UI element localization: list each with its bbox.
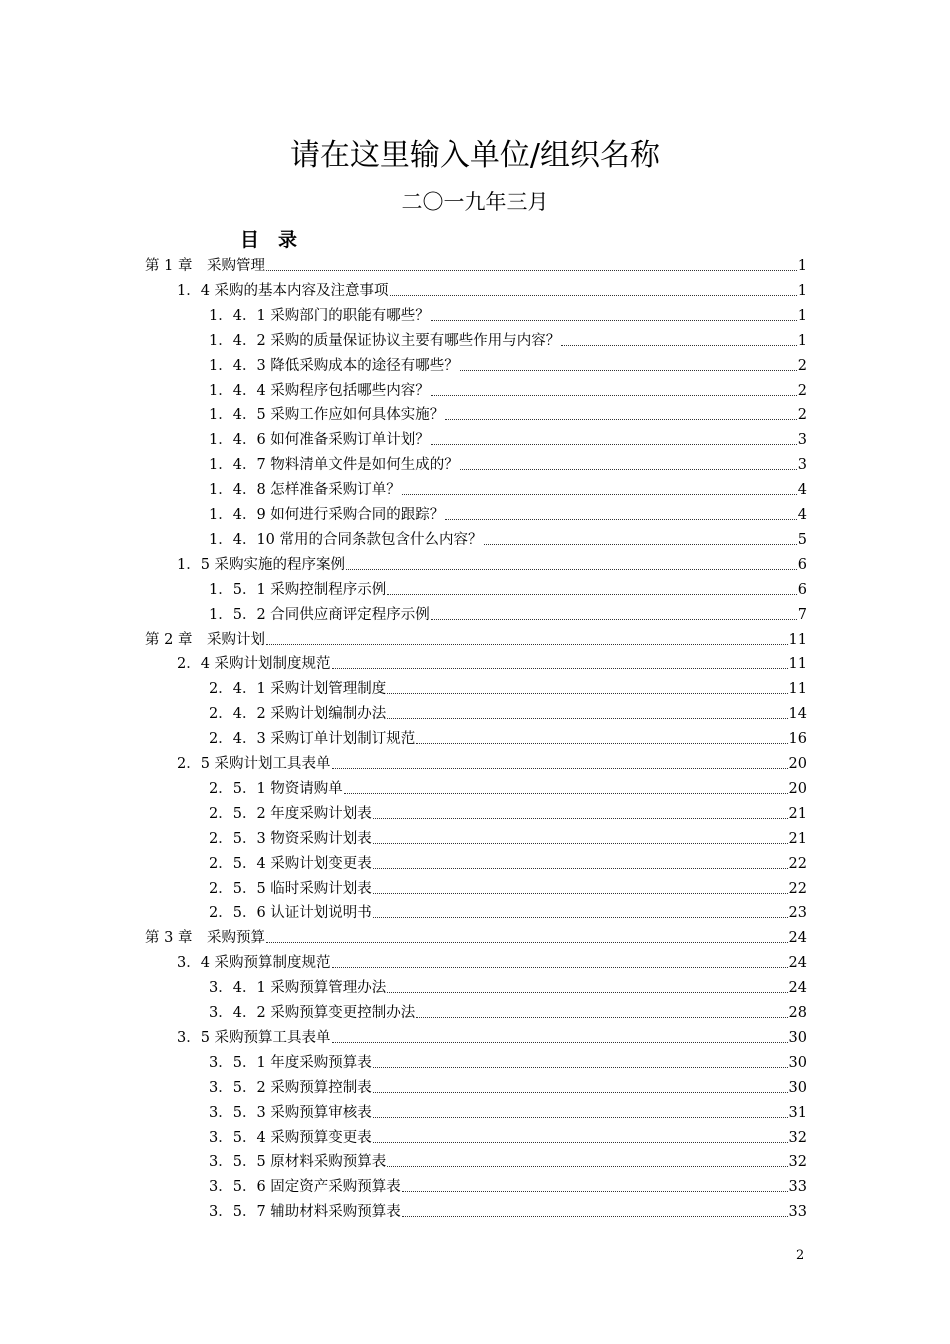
- toc-entry[interactable]: [145, 922, 807, 947]
- toc-heading: 目 录: [240, 229, 298, 251]
- toc-entry-title: 2．5．2 年度采购计划表: [209, 805, 372, 822]
- toc-entry-title: 1．4．5 采购工作应如何具体实施？: [209, 407, 445, 424]
- document-date: 二〇一九年三月: [401, 190, 549, 214]
- toc-entry-page: 33: [788, 1179, 807, 1196]
- toc-entry-page: 1: [797, 258, 807, 274]
- toc-dot-leader: [332, 1042, 788, 1043]
- toc-entry-title: 1．4．6 如何准备采购订单计划？: [209, 432, 430, 449]
- toc-entry-title: 2．4．2 采购计划编制办法: [209, 706, 387, 723]
- toc-entry[interactable]: [209, 1097, 807, 1122]
- toc-entry[interactable]: [177, 549, 807, 574]
- toc-dot-leader: [416, 1017, 787, 1018]
- toc-entry-page: 1: [797, 282, 807, 299]
- toc-dot-leader: [561, 345, 796, 346]
- toc-entry[interactable]: [209, 325, 807, 350]
- toc-dot-leader: [431, 444, 797, 445]
- toc-entry-page: 33: [788, 1204, 807, 1221]
- toc-dot-leader: [387, 1166, 787, 1167]
- toc-entry-page: 11: [788, 631, 807, 648]
- toc-dot-leader: [332, 668, 788, 669]
- toc-dot-leader: [373, 1142, 788, 1143]
- toc-entry[interactable]: [209, 1072, 807, 1097]
- organization-title: 请在这里输入单位/组织名称: [289, 138, 661, 173]
- toc-entry[interactable]: [177, 648, 807, 673]
- toc-entry-page: 24: [788, 955, 807, 972]
- page-number: 2: [796, 1248, 805, 1263]
- toc-entry-title: 2．5 采购计划工具表单: [177, 756, 331, 772]
- toc-entry-page: 7: [797, 606, 807, 623]
- toc-entry[interactable]: [209, 897, 807, 922]
- toc-dot-leader: [431, 395, 797, 396]
- toc-entry-title: 第 1 章 采购管理: [145, 258, 265, 274]
- toc-dot-leader: [387, 693, 787, 694]
- toc-entry[interactable]: [209, 773, 807, 798]
- toc-entry-page: 16: [788, 731, 807, 748]
- toc-entry[interactable]: [209, 474, 807, 499]
- toc-entry[interactable]: [209, 499, 807, 524]
- toc-entry-title: 1．5．1 采购控制程序示例: [209, 581, 387, 598]
- toc-entry-page: 2: [797, 357, 807, 374]
- toc-dot-leader: [387, 992, 787, 993]
- toc-entry-page: 32: [788, 1129, 807, 1146]
- toc-dot-leader: [431, 619, 797, 620]
- toc-entry-title: 1．5 采购实施的程序案例: [177, 556, 346, 573]
- toc-entry[interactable]: [209, 698, 807, 723]
- toc-entry-title: 3．4 采购预算制度规范: [177, 955, 331, 972]
- toc-dot-leader: [346, 569, 797, 570]
- toc-entry-title: 1．4 采购的基本内容及注意事项: [177, 282, 389, 299]
- toc-entry-title: 1．4．1 采购部门的职能有哪些？: [209, 307, 430, 324]
- toc-entry[interactable]: [209, 798, 807, 823]
- toc-dot-leader: [416, 743, 787, 744]
- toc-entry-title: 2．5．6 认证计划说明书: [209, 905, 372, 922]
- toc-dot-leader: [332, 967, 788, 968]
- toc-entry[interactable]: [177, 748, 807, 773]
- toc-entry[interactable]: [209, 399, 807, 424]
- toc-dot-leader: [373, 818, 788, 819]
- toc-entry-page: 14: [788, 706, 807, 723]
- toc-entry[interactable]: [145, 624, 807, 649]
- toc-dot-leader: [387, 594, 796, 595]
- toc-entry-title: 3．5．7 辅助材料采购预算表: [209, 1204, 401, 1221]
- toc-entry[interactable]: [209, 873, 807, 898]
- toc-entry[interactable]: [209, 424, 807, 449]
- toc-dot-leader: [373, 843, 788, 844]
- toc-entry-page: 24: [788, 930, 807, 947]
- toc-entry[interactable]: [209, 1171, 807, 1196]
- toc-entry[interactable]: [209, 972, 807, 997]
- toc-entry-page: 31: [788, 1104, 807, 1121]
- toc-entry[interactable]: [209, 375, 807, 400]
- toc-entry-title: 2．4 采购计划制度规范: [177, 656, 331, 673]
- toc-entry-page: 32: [788, 1154, 807, 1171]
- toc-entry-page: 6: [797, 581, 807, 598]
- toc-entry[interactable]: [209, 723, 807, 748]
- toc-entry-page: 30: [788, 1054, 807, 1071]
- toc-entry-page: 3: [797, 457, 807, 474]
- toc-dot-leader: [373, 1067, 788, 1068]
- toc-entry-page: 20: [788, 756, 807, 772]
- toc-entry-page: 11: [788, 656, 807, 673]
- toc-dot-leader: [484, 544, 797, 545]
- toc-entry-title: 3．5．4 采购预算变更表: [209, 1129, 372, 1146]
- toc-entry-title: 3．5．2 采购预算控制表: [209, 1079, 372, 1096]
- toc-entry-title: 2．4．3 采购订单计划制订规范: [209, 731, 416, 748]
- toc-dot-leader: [373, 1117, 788, 1118]
- toc-entry-page: 24: [788, 980, 807, 997]
- toc-entry-page: 28: [788, 1005, 807, 1021]
- toc-dot-leader: [460, 469, 797, 470]
- toc-entry-page: 23: [788, 905, 807, 922]
- toc-entry-title: 1．4．2 采购的质量保证协议主要有哪些作用与内容？: [209, 332, 561, 349]
- toc-dot-leader: [390, 295, 797, 296]
- toc-dot-leader: [460, 370, 797, 371]
- toc-entry-title: 2．5．3 物资采购计划表: [209, 830, 372, 847]
- toc-entry[interactable]: [209, 823, 807, 848]
- toc-entry-title: 1．4．9 如何进行采购合同的跟踪？: [209, 507, 445, 523]
- toc-dot-leader: [373, 868, 788, 869]
- toc-entry-page: 2: [797, 407, 807, 424]
- toc-dot-leader: [373, 1092, 788, 1093]
- toc-entry[interactable]: [177, 947, 807, 972]
- toc-entry-page: 21: [788, 805, 807, 822]
- toc-entry[interactable]: [209, 1146, 807, 1171]
- toc-entry[interactable]: [209, 350, 807, 375]
- toc-entry-title: 2．5．1 物资请购单: [209, 780, 343, 797]
- toc-dot-leader: [402, 494, 797, 495]
- toc-entry-page: 11: [788, 681, 807, 698]
- toc-dot-leader: [373, 893, 788, 894]
- toc-dot-leader: [402, 1191, 788, 1192]
- toc-entry[interactable]: [177, 275, 807, 300]
- toc-dot-leader: [387, 718, 787, 719]
- toc-entry-title: 1．4．10 常用的合同条款包含什么内容？: [209, 531, 483, 548]
- toc-dot-leader: [445, 419, 796, 420]
- toc-entry-title: 3．4．1 采购预算管理办法: [209, 980, 387, 997]
- toc-entry[interactable]: [145, 250, 807, 275]
- toc-entry[interactable]: [209, 300, 807, 325]
- toc-entry-title: 1．4．7 物料清单文件是如何生成的？: [209, 457, 459, 474]
- toc-dot-leader: [266, 270, 797, 271]
- toc-entry-title: 1．4．8 怎样准备采购订单？: [209, 482, 401, 499]
- toc-dot-leader: [266, 644, 788, 645]
- toc-entry[interactable]: [209, 1196, 807, 1221]
- toc-dot-leader: [332, 768, 788, 769]
- toc-entry-title: 3．4．2 采购预算变更控制办法: [209, 1005, 416, 1021]
- toc-dot-leader: [445, 519, 796, 520]
- toc-entry-page: 20: [788, 780, 807, 797]
- toc-entry-page: 4: [797, 482, 807, 499]
- toc-entry-page: 30: [788, 1029, 807, 1046]
- toc-entry[interactable]: [209, 599, 807, 624]
- toc-dot-leader: [431, 320, 797, 321]
- toc-entry[interactable]: [209, 997, 807, 1022]
- toc-entry-page: 1: [797, 332, 807, 349]
- toc-entry-title: 3．5．3 采购预算审核表: [209, 1104, 372, 1121]
- toc-entry-page: 30: [788, 1079, 807, 1096]
- toc-entry-title: 第 3 章 采购预算: [145, 930, 265, 947]
- toc-entry-title: 1．5．2 合同供应商评定程序示例: [209, 606, 430, 623]
- toc-entry-title: 2．5．4 采购计划变更表: [209, 855, 372, 872]
- toc-entry-page: 2: [797, 382, 807, 399]
- toc-entry[interactable]: [209, 1122, 807, 1147]
- toc-entry-title: 2．4．1 采购计划管理制度: [209, 681, 387, 698]
- toc-entry-title: 1．4．3 降低采购成本的途径有哪些？: [209, 357, 459, 374]
- toc-entry-title: 第 2 章 采购计划: [145, 631, 265, 648]
- toc-entry-title: 1．4．4 采购程序包括哪些内容？: [209, 382, 430, 399]
- toc-dot-leader: [266, 942, 788, 943]
- toc-entry-title: 3．5．5 原材料采购预算表: [209, 1154, 387, 1171]
- toc-entry[interactable]: [209, 574, 807, 599]
- toc-entry-page: 4: [797, 507, 807, 523]
- toc-entry-title: 2．5．5 临时采购计划表: [209, 880, 372, 897]
- toc-entry-title: 3．5．1 年度采购预算表: [209, 1054, 372, 1071]
- toc-entry-title: 3．5．6 固定资产采购预算表: [209, 1179, 401, 1196]
- toc-dot-leader: [402, 1216, 788, 1217]
- toc-dot-leader: [373, 917, 788, 918]
- toc-entry[interactable]: [209, 524, 807, 549]
- toc-entry-page: 1: [797, 307, 807, 324]
- toc-entry[interactable]: [209, 848, 807, 873]
- toc-entry-title: 3．5 采购预算工具表单: [177, 1029, 331, 1046]
- toc-entry[interactable]: [209, 673, 807, 698]
- toc-entry-page: 22: [788, 855, 807, 872]
- toc-entry-page: 6: [797, 556, 807, 573]
- toc-entry[interactable]: [209, 449, 807, 474]
- toc-entry[interactable]: [177, 1022, 807, 1047]
- toc-entry[interactable]: [209, 1047, 807, 1072]
- toc-entry-page: 22: [788, 880, 807, 897]
- toc-entry-page: 5: [797, 531, 807, 548]
- toc-entry-page: 3: [797, 432, 807, 449]
- toc-dot-leader: [344, 793, 788, 794]
- toc-entry-page: 21: [788, 830, 807, 847]
